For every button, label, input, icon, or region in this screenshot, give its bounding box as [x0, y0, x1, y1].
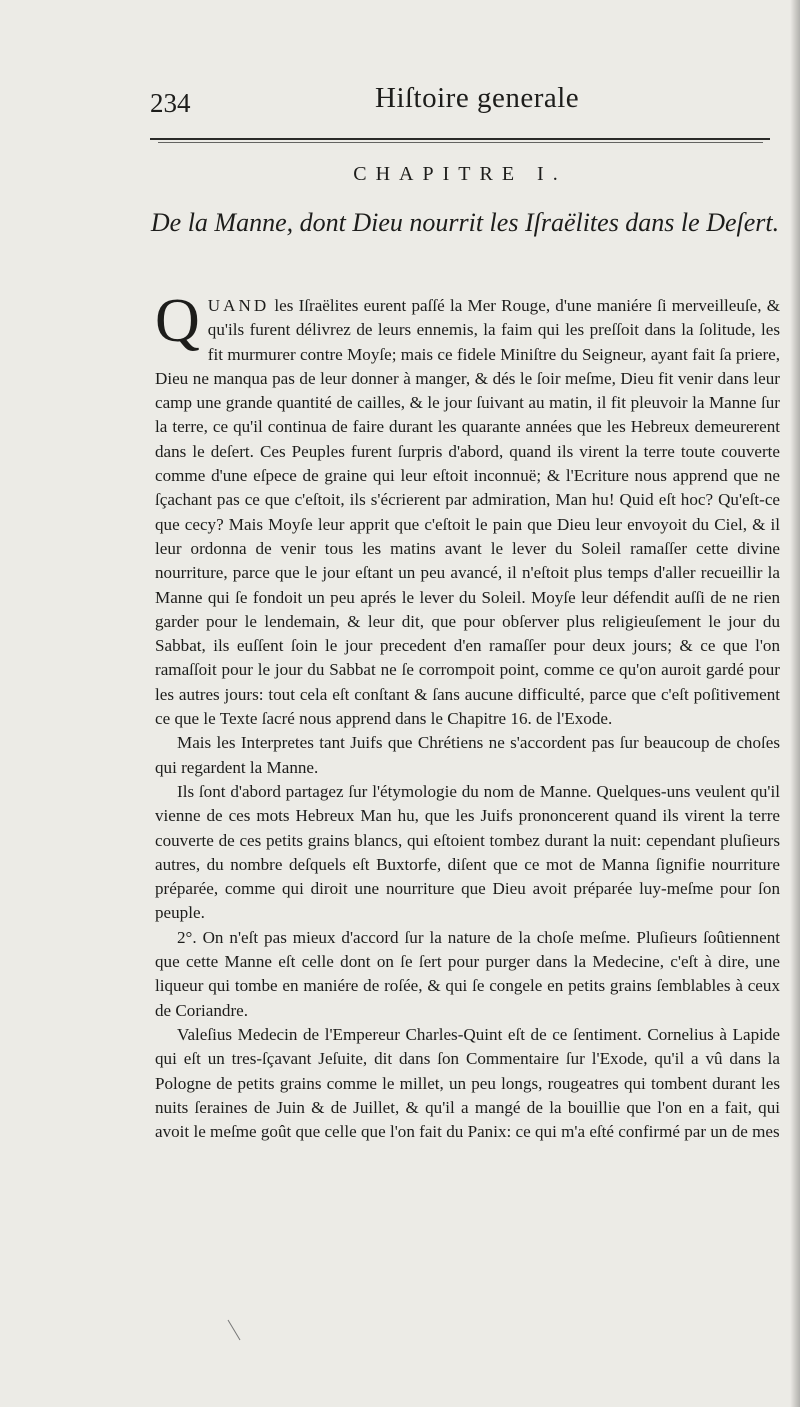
- paragraph-1: [155, 287, 780, 731]
- page-number: 234: [150, 88, 191, 118]
- header-rule-line: [150, 138, 770, 140]
- drop-cap: Q: [155, 287, 200, 355]
- lead-word: UAND: [207, 296, 270, 315]
- running-head: Hiſtoire generale: [375, 82, 580, 114]
- page-header: [150, 82, 780, 122]
- pencil-mark: [226, 1318, 242, 1342]
- chapter-title: De la Manne, dont Dieu nourrit les Iſraëlites dans le Deſert.: [150, 208, 780, 237]
- paragraph-3: Ils ſont d'abord partagez ſur l'étymologie du nom de Manne. Quelques-uns veulent qu'il vienne de ces mots Hebreux Man hu, que les Juifs prononcerent quand ils virent la terre couverte de ces petits grains blancs, qui eſtoient tombez durant la nuit: cependant pluſieurs autres, du nombre deſquels eſt Buxtorfe, diſent que ce mot de Manna ſignifie nourriture préparée, comme qui diroit une nourriture que Dieu avoit préparée luy-meſme pour ſon peuple.: [155, 781, 780, 923]
- chapter-label: CHAPITRE I.: [353, 163, 567, 185]
- header-rule-line-thin: [158, 142, 763, 143]
- header-rule: [150, 136, 775, 146]
- page-edge-shadow: [790, 0, 800, 1407]
- paragraph-5: Valeſius Medecin de l'Empereur Charles-Quint eſt de ce ſentiment. Cornelius à Lapide qui eſt un tres-ſçavant Jeſuite, dit dans ſon Commentaire ſur l'Exode, qu'il a vû dans la Pologne de petits grains comme le millet, un peu longs, rougeatres qui tombent durant les nuits ſeraines de Juin & de Juillet, & qu'il a mangé de la bouillie que l'on en a fait, qui avoit le meſme goût que celle que l'on fait du Panix: ce qui m'a eſté confirmé par un de mes: [155, 1024, 780, 1142]
- paragraph-1-text: les Iſraëlites eurent paſſé la Mer Rouge, d'une maniére ſi merveilleuſe, & qu'ils furent délivrez de leurs ennemis, la faim qui les preſſoit dans la ſolitude, les fit murmurer contre Moyſe; mais ce fidele Miniſtre du Seigneur, ayant fait ſa priere, Dieu ne manqua pas de leur donner à manger, & dés le ſoir meſme, Dieu fit venir dans leur camp une grande quantité de cailles, & le jour ſuivant au matin, il fit pleuvoir la Manne ſur la terre, ce qu'il continua de faire durant les quarante années que les Hebreux demeurerent dans le deſert. Ces Peuples furent ſurpris d'abord, quand ils virent la terre toute couverte comme d'une eſpece de graine qui leur eſtoit inconnuë; & l'Ecriture nous apprend que ne ſçachant pas ce que c'eſtoit, ils s'écrierent par admiration, Man hu! Quid eſt hoc? Qu'eſt-ce que cecy? Mais Moyſe leur apprit que c'eſtoit le pain que Dieu leur envoyoit du Ciel, & il leur ordonna de venir tous les matins avant le lever du Soleil ramaſſer cette divine nourriture, parce que le jour eſtant un peu avancé, il n'eſtoit plus temps d'aller recueillir la Manne qui ſe fondoit un peu aprés le lever du Soleil. Moyſe leur défendit auſſi de ne rien garder pour le lendemain, & leur dit, que pour obſerver plus religieuſement le jour du Sabbat, ils euſſent ſoin le jour precedent d'en ramaſſer pour deux jours; & ce que l'on ramaſſoit pour le jour du Sabbat ne ſe corrompoit point, comme ce qu'on auroit gardé pour les autres jours: tout cela eſt conſtant & ſans aucune difficulté, parce que c'eſt poſitivement ce que le Texte ſacré nous apprend dans le Chapitre 16. de l'Exode.: [155, 296, 780, 729]
- paragraph-4: 2°. On n'eſt pas mieux d'accord ſur la nature de la choſe meſme. Pluſieurs ſoûtiennent que cette Manne eſt celle dont on ſe ſert pour purger dans la Medecine, c'eſt à dire, une liqueur qui tombe en maniére de roſée, & qui ſe congele en petits grains ſemblables à ceux de Coriandre.: [155, 927, 780, 1020]
- body-text: [155, 287, 780, 1144]
- paragraph-2: Mais les Interpretes tant Juifs que Chrétiens ne s'accordent pas ſur beaucoup de choſes qui regardent la Manne.: [155, 733, 780, 777]
